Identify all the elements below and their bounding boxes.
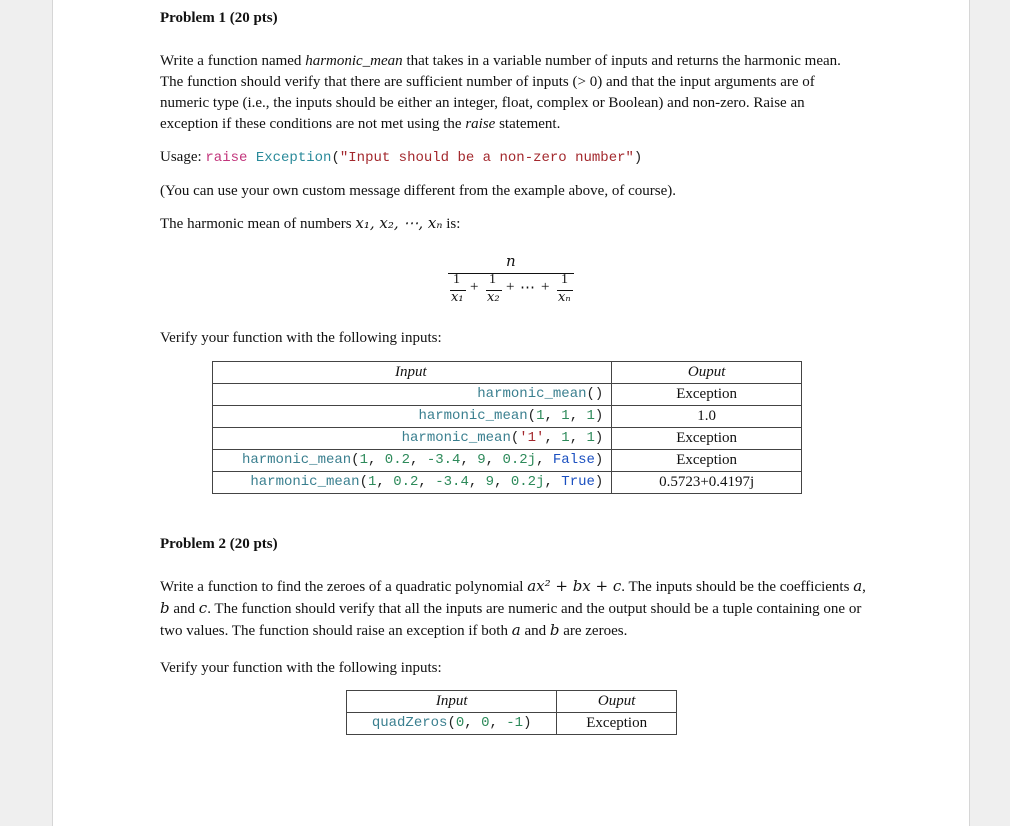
formula-one-2: 1 bbox=[489, 272, 496, 287]
problem-2-verify-text: Verify your function with the following inputs: bbox=[160, 660, 442, 676]
page-margin-left bbox=[0, 0, 52, 826]
problem-1-description: Write a function named harmonic_mean that takes in a variable number of inputs and returns the harmonic mean. The function should verify that there are sufficient number of inputs (> 0) and that the input arguments are of numeric type (i.e., the inputs should be either an integer, float, complex or Boolean) and non-zero. Raise an exception if these conditions are not met using the raise statement. bbox=[160, 53, 841, 132]
input-cell: harmonic_mean(1, 0.2, -3.4, 9, 0.2j, True) bbox=[213, 472, 612, 494]
formula-x2: x₂ bbox=[487, 290, 500, 305]
input-cell: harmonic_mean() bbox=[213, 384, 612, 406]
problem-2-test-table bbox=[346, 690, 677, 735]
harmonic-mean-intro: The harmonic mean of numbers x₁, x₂, ⋯, xₙ is: bbox=[160, 214, 461, 232]
header-output: Ouput bbox=[612, 362, 802, 384]
formula-one-1: 1 bbox=[453, 272, 460, 287]
output-cell: Exception bbox=[612, 428, 802, 450]
formula-one-3: 1 bbox=[561, 272, 568, 287]
formula-main-fraction-line bbox=[448, 273, 574, 274]
problem-2-description: Write a function to find the zeroes of a quadratic polynomial ax² + bx + c. The inputs should be the coefficients a, b and c. The function should verify that all the inputs are numeric and the output should be a tuple containing one or two values. The function should raise an exception if both a and b are zeroes. bbox=[160, 577, 866, 639]
table-row bbox=[347, 713, 677, 735]
table-row bbox=[213, 384, 802, 406]
output-cell: Exception bbox=[557, 713, 677, 735]
problem-1-title: Problem 1 (20 pts) bbox=[160, 10, 278, 26]
input-cell: harmonic_mean(1, 0.2, -3.4, 9, 0.2j, False) bbox=[213, 450, 612, 472]
header-input: Input bbox=[347, 691, 557, 713]
formula-plus-2: + bbox=[506, 279, 515, 295]
table-row bbox=[213, 472, 802, 494]
formula-numerator: n bbox=[506, 252, 516, 270]
problem-2-title: Problem 2 (20 pts) bbox=[160, 536, 278, 552]
input-cell: harmonic_mean('1', 1, 1) bbox=[213, 428, 612, 450]
header-input: Input bbox=[213, 362, 612, 384]
table-row bbox=[213, 406, 802, 428]
problem-1-test-table bbox=[212, 361, 802, 494]
table-row bbox=[213, 428, 802, 450]
output-cell: Exception bbox=[612, 450, 802, 472]
formula-dots: ⋯ bbox=[520, 280, 535, 296]
header-output: Ouput bbox=[557, 691, 677, 713]
output-cell: 1.0 bbox=[612, 406, 802, 428]
formula-x1: x₁ bbox=[451, 290, 464, 305]
page-margin-right bbox=[970, 0, 1010, 826]
problem-1-verify-text: Verify your function with the following inputs: bbox=[160, 330, 442, 346]
output-cell: 0.5723+0.4197j bbox=[612, 472, 802, 494]
input-cell: quadZeros(0, 0, -1) bbox=[347, 713, 557, 735]
usage-line: Usage: raise Exception("Input should be a non-zero number") bbox=[160, 149, 643, 166]
table-header-row bbox=[347, 691, 677, 713]
table-row bbox=[213, 450, 802, 472]
formula-plus-3: + bbox=[541, 279, 550, 295]
formula-plus-1: + bbox=[470, 279, 479, 295]
table-header-row bbox=[213, 362, 802, 384]
input-cell: harmonic_mean(1, 1, 1) bbox=[213, 406, 612, 428]
output-cell: Exception bbox=[612, 384, 802, 406]
formula-xn: xₙ bbox=[558, 290, 571, 305]
custom-message-note: (You can use your own custom message different from the example above, of course). bbox=[160, 183, 676, 199]
